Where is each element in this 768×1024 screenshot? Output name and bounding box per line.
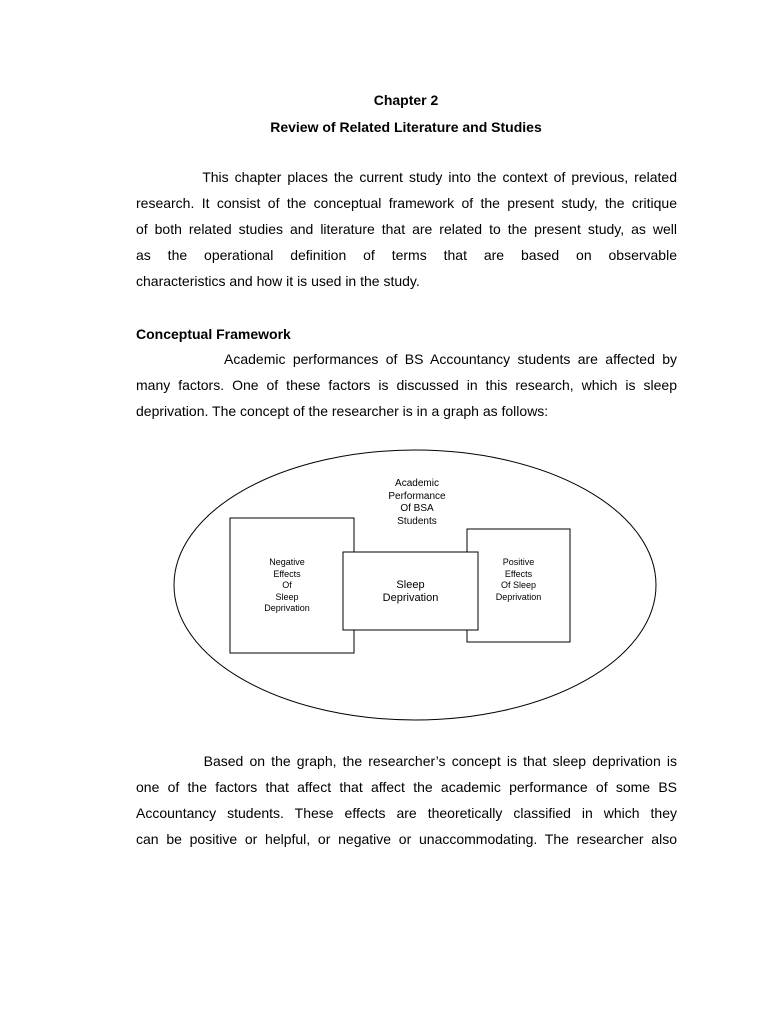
paragraph-line: Based on the graph, the researcher’s concept is that sleep deprivation is [136, 753, 677, 769]
paragraph-line: characteristics and how it is used in the study. [136, 273, 420, 289]
paragraph-line: one of the factors that affect that affect the academic performance of some BS [136, 779, 677, 795]
paragraph-line: research. It consist of the conceptual framework of the present study, the critique [136, 195, 677, 211]
right-box-label: Positive Effects Of Sleep Deprivation [495, 557, 542, 602]
paragraph-line: This chapter places the current study into the context of previous, related [136, 169, 677, 185]
paragraph-line: can be positive or helpful, or negative or unaccommodating. The researcher also [136, 831, 677, 847]
framework-paragraph [136, 346, 677, 424]
chapter-heading: Chapter 2 [373, 92, 439, 108]
left-box-label: Negative Effects Of Sleep Deprivation [264, 557, 310, 613]
paragraph-line: Accountancy students. These effects are theoretically classified in which they [136, 805, 677, 821]
conclusion-paragraph [136, 748, 677, 852]
outer-label: Academic Performance Of BSA Students [388, 478, 446, 527]
section-title: Conceptual Framework [136, 326, 291, 342]
chapter-title: Review of Related Literature and Studies [270, 119, 542, 135]
intro-paragraph [136, 164, 677, 294]
paragraph-line: as the operational definition of terms that are based on observable [136, 247, 677, 263]
center-box-label: Sleep Deprivation [382, 579, 439, 604]
conceptual-framework-diagram [170, 448, 660, 726]
paragraph-line: Academic performances of BS Accountancy students are affected by [136, 351, 677, 367]
paragraph-line: of both related studies and literature that are related to the present study, as well [136, 221, 677, 237]
paragraph-line: many factors. One of these factors is discussed in this research, which is sleep [136, 377, 677, 393]
paragraph-line: deprivation. The concept of the researcher is in a graph as follows: [136, 403, 549, 419]
